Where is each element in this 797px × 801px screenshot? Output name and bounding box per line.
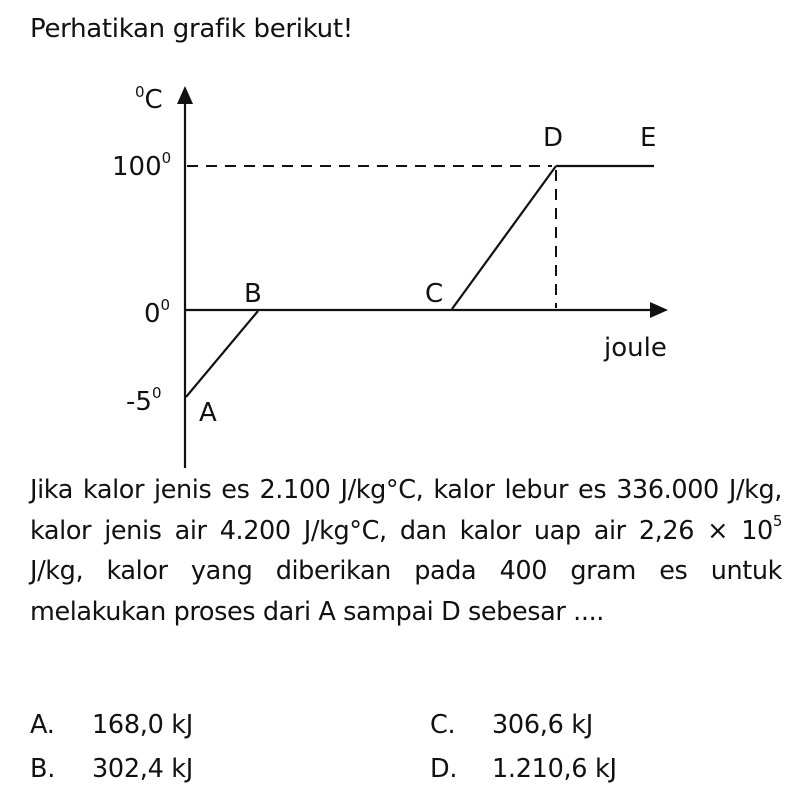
option-c-label: C. (430, 710, 456, 740)
y-tick-label-minus5: $-5^0$ (126, 384, 162, 417)
option-a-label: A. (30, 710, 55, 740)
question-title: Perhatikan grafik berikut! (30, 14, 353, 44)
option-d-text: 1.210,6 kJ (492, 754, 617, 784)
option-d-label: D. (430, 754, 458, 784)
question-text-part2: J/kg, kalor yang diberikan pada 400 gram es untuk melakukan proses dari A sampai D sebesar .... (30, 556, 782, 627)
point-label-d: D (543, 123, 564, 153)
x-axis-arrow (650, 302, 668, 318)
x-axis-label: joule (604, 333, 667, 363)
y-axis-arrow (177, 86, 193, 104)
point-label-c: C (425, 279, 444, 309)
segment-a-b (186, 311, 258, 397)
option-c-text: 306,6 kJ (492, 710, 593, 740)
option-d[interactable] (430, 754, 617, 784)
option-a[interactable] (30, 710, 193, 740)
question-paragraph (30, 470, 782, 632)
y-tick-label-0: $0^0$ (144, 296, 171, 329)
option-c[interactable] (430, 710, 593, 740)
point-label-b: B (244, 279, 262, 309)
question-exponent: 5 (772, 512, 782, 530)
y-axis-unit-prefix: 0 (135, 83, 145, 101)
y-axis-unit-label (135, 83, 163, 115)
y-tick-label-100: $100^0$ (112, 149, 172, 182)
option-b[interactable] (30, 754, 193, 784)
point-label-a: A (199, 398, 217, 428)
option-b-label: B. (30, 754, 55, 784)
y-axis-unit: C (144, 85, 163, 115)
option-b-text: 302,4 kJ (92, 754, 193, 784)
option-a-text: 168,0 kJ (92, 710, 193, 740)
question-text-part1: Jika kalor jenis es 2.100 J/kg°C, kalor lebur es 336.000 J/kg, kalor jenis air 4.200 J/kg°C, dan kalor uap air 2,26 × 10 (30, 475, 782, 546)
point-label-e: E (640, 123, 657, 153)
segment-c-d (452, 166, 556, 309)
